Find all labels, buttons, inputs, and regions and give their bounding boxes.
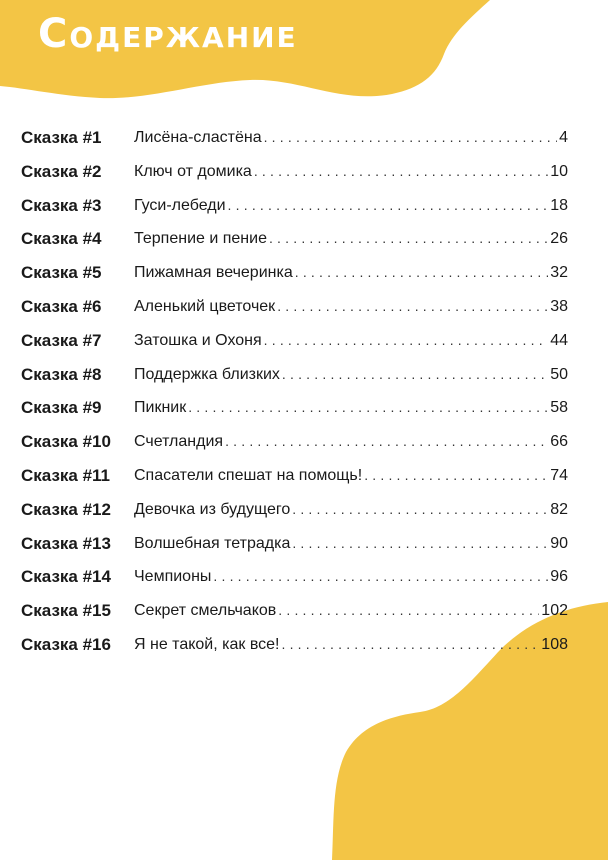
toc-entry-line: [134, 493, 568, 527]
toc-entry-line: [134, 189, 568, 223]
story-number: Сказка #12: [21, 499, 111, 519]
toc-entry: [0, 493, 608, 527]
page-number: 32: [550, 264, 568, 282]
toc-entry-line: [134, 155, 568, 189]
story-title: Ключ от домика: [134, 162, 252, 180]
toc-entry-line: [134, 560, 568, 594]
story-number: Сказка #14: [21, 567, 111, 587]
dot-leader: [292, 527, 548, 561]
story-number: Сказка #4: [21, 229, 102, 249]
page-number: 58: [550, 399, 568, 417]
toc-entry-line: [134, 121, 568, 155]
story-title: Гуси-лебеди: [134, 196, 226, 214]
toc-entry: [0, 256, 608, 290]
dot-leader: [277, 290, 548, 324]
story-title: Терпение и пение: [134, 230, 267, 248]
dot-leader: [264, 121, 558, 155]
story-number: Сказка #1: [21, 128, 102, 147]
toc-entry-line: [134, 425, 568, 459]
page-title: Содержание: [38, 11, 298, 57]
toc-entry: [0, 628, 608, 662]
page-number: 26: [550, 230, 568, 248]
story-title: Девочка из будущего: [134, 500, 291, 518]
toc-entry: [0, 594, 608, 628]
toc-entry-line: [134, 358, 568, 392]
story-title: Секрет смельчаков: [134, 602, 277, 620]
toc-entry: [0, 459, 608, 493]
story-title: Лисёна-сластёна: [134, 129, 262, 146]
page-number: 18: [550, 196, 568, 214]
toc-entry-line: [134, 290, 568, 324]
toc-entry: [0, 324, 608, 358]
story-title: Аленький цветочек: [134, 297, 276, 315]
toc-entry-line: [134, 594, 568, 628]
story-title: Поддержка близких: [134, 365, 280, 383]
story-number: Сказка #16: [21, 634, 111, 654]
toc-entry-line: [134, 256, 568, 290]
story-title: Пижамная вечеринка: [134, 264, 293, 282]
story-number: Сказка #13: [21, 533, 111, 553]
story-number: Сказка #7: [21, 330, 102, 350]
page-number: 66: [550, 433, 568, 451]
dot-leader: [278, 594, 539, 628]
dot-leader: [213, 560, 548, 594]
dot-leader: [254, 155, 548, 189]
page-number: 90: [550, 534, 568, 552]
page-number: 10: [550, 162, 568, 180]
dot-leader: [292, 493, 548, 527]
page-number: 4: [559, 129, 568, 146]
story-title: Спасатели спешат на помощь!: [134, 466, 363, 484]
toc-entry: [0, 222, 608, 256]
story-number: Сказка #11: [21, 465, 111, 485]
dot-leader: [295, 256, 548, 290]
story-title: Я не такой, как все!: [134, 635, 280, 653]
story-title: Чемпионы: [134, 568, 212, 586]
page-number: 50: [550, 365, 568, 383]
dot-leader: [282, 628, 540, 662]
toc-entry-line: [134, 459, 568, 493]
story-number: Сказка #5: [21, 263, 102, 283]
toc-entry: [0, 391, 608, 425]
page-number: 96: [550, 568, 568, 586]
toc-entry: [0, 189, 608, 223]
toc-entry: [0, 527, 608, 561]
dot-leader: [269, 222, 548, 256]
toc-entry: [0, 358, 608, 392]
toc-entry-line: [134, 527, 568, 561]
dot-leader: [188, 391, 548, 425]
dot-leader: [225, 425, 548, 459]
story-number: Сказка #2: [21, 161, 102, 181]
toc-entry: [0, 290, 608, 324]
toc-entry-line: [134, 628, 568, 662]
story-number: Сказка #9: [21, 398, 102, 418]
story-number: Сказка #8: [21, 364, 102, 384]
toc-entry: [0, 560, 608, 594]
page-number: 44: [550, 331, 568, 349]
page-number: 38: [550, 297, 568, 315]
story-number: Сказка #6: [21, 296, 102, 316]
toc-entry-line: [134, 324, 568, 358]
toc-entry-line: [134, 391, 568, 425]
story-title: Затошка и Охоня: [134, 331, 262, 349]
story-number: Сказка #15: [21, 601, 111, 621]
toc-entry: [0, 155, 608, 189]
story-number: Сказка #3: [21, 195, 102, 215]
page-number: 82: [550, 500, 568, 518]
page-number: 102: [541, 602, 568, 620]
story-title: Волшебная тетрадка: [134, 534, 291, 552]
dot-leader: [364, 459, 548, 493]
toc-entry-line: [134, 222, 568, 256]
story-number: Сказка #10: [21, 432, 111, 452]
toc-entry: [0, 425, 608, 459]
story-title: Пикник: [134, 399, 187, 417]
toc-entry: [0, 121, 608, 155]
page-number: 74: [550, 466, 568, 484]
dot-leader: [282, 358, 548, 392]
table-of-contents: [0, 121, 608, 662]
page-number: 108: [541, 635, 568, 653]
story-title: Счетландия: [134, 433, 224, 451]
dot-leader: [264, 324, 549, 358]
dot-leader: [228, 189, 549, 223]
